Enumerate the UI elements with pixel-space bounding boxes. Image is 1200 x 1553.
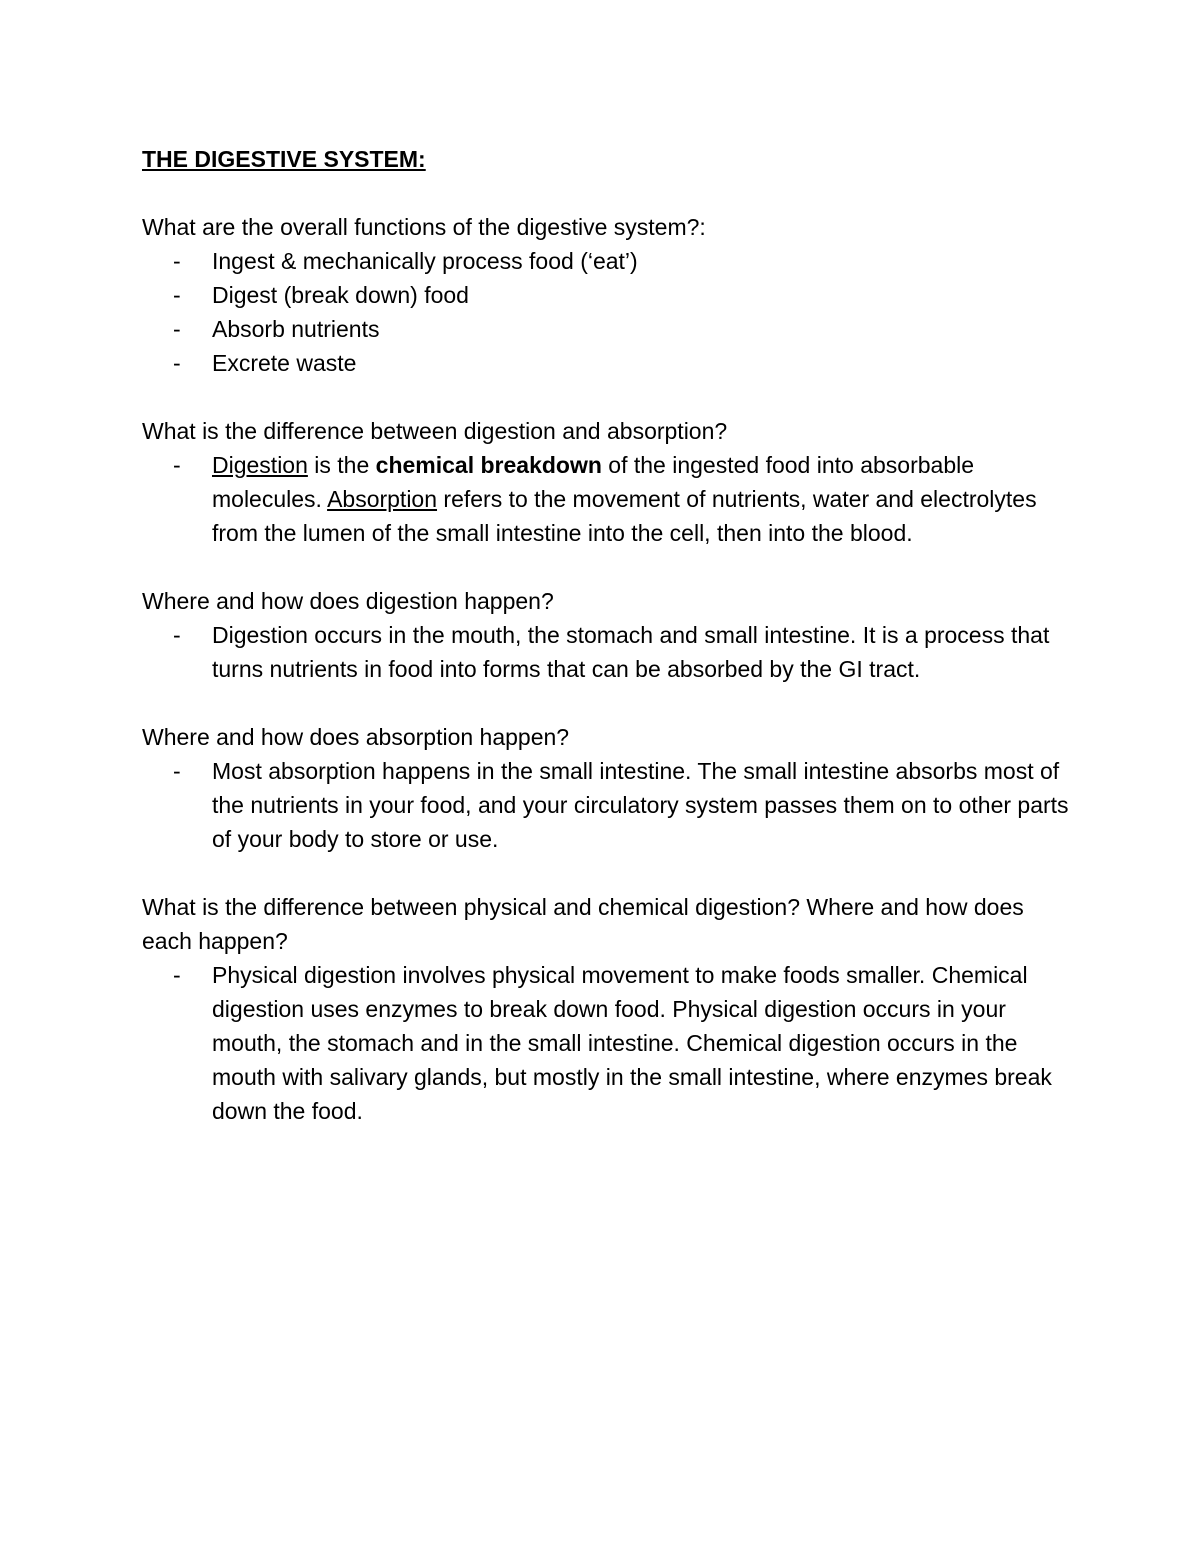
question-digestion-where: Where and how does digestion happen? <box>142 588 554 614</box>
list-item <box>142 312 1072 346</box>
answer-list-physical-vs-chemical <box>142 958 1072 1128</box>
term-digestion: Digestion <box>212 452 308 478</box>
dash-bullet: - <box>173 316 181 342</box>
list-item <box>142 754 1072 856</box>
term-chemical-breakdown: chemical breakdown <box>375 452 602 478</box>
list-item <box>142 346 1072 380</box>
list-item <box>142 448 1072 550</box>
answer-text: Most absorption happens in the small intestine. The small intestine absorbs most of the nutrients in your food, and your circulatory system passes them on to other parts of your body to store or use. <box>212 758 1069 852</box>
spacer <box>142 856 1072 890</box>
question-digestion-vs-absorption: What is the difference between digestion and absorption? <box>142 418 728 444</box>
answer-segment: is the <box>307 452 376 478</box>
dash-bullet: - <box>173 452 181 478</box>
list-item <box>142 618 1072 686</box>
spacer <box>142 686 1072 720</box>
answer-segment: of the ingested food into absorbable molecules. <box>212 452 975 512</box>
question-functions: What are the overall functions of the digestive system?: <box>142 214 706 240</box>
answer-text: Digestion occurs in the mouth, the stomach and small intestine. It is a process that turns nutrients in food into forms that can be absorbed by the GI tract. <box>212 622 1050 682</box>
spacer <box>142 380 1072 414</box>
dash-bullet: - <box>173 622 181 648</box>
answer-text: Excrete waste <box>212 350 357 376</box>
spacer <box>142 176 1072 210</box>
document-content <box>142 142 1072 1128</box>
list-item <box>142 958 1072 1128</box>
dash-bullet: - <box>173 282 181 308</box>
answer-text: Absorb nutrients <box>212 316 380 342</box>
answer-list-digestion-where <box>142 618 1072 686</box>
answer-text <box>212 452 1037 546</box>
question-physical-vs-chemical: What is the difference between physical and chemical digestion? Where and how does each happen? <box>142 894 1024 954</box>
dash-bullet: - <box>173 350 181 376</box>
term-absorption: Absorption <box>327 486 438 512</box>
document-title: THE DIGESTIVE SYSTEM: <box>142 146 426 172</box>
answer-list-absorption-where <box>142 754 1072 856</box>
answer-text: Physical digestion involves physical movement to make foods smaller. Chemical digestion uses enzymes to break down food. Physical digestion occurs in your mouth, the stomach and in the small intestine. Chemical digestion occurs in the mouth with salivary glands, but mostly in the small intestine, where enzymes break down the food. <box>212 962 1052 1124</box>
list-item <box>142 278 1072 312</box>
answer-list-functions <box>142 244 1072 380</box>
answer-text: Ingest & mechanically process food (‘eat’) <box>212 248 638 274</box>
answer-list-digestion-vs-absorption <box>142 448 1072 550</box>
dash-bullet: - <box>173 248 181 274</box>
dash-bullet: - <box>173 758 181 784</box>
dash-bullet: - <box>173 962 181 988</box>
question-absorption-where: Where and how does absorption happen? <box>142 724 570 750</box>
answer-segment: refers to the movement of nutrients, water and electrolytes from the lumen of the small intestine into the cell, then into the blood. <box>212 486 1037 546</box>
spacer <box>142 550 1072 584</box>
list-item <box>142 244 1072 278</box>
answer-text: Digest (break down) food <box>212 282 469 308</box>
